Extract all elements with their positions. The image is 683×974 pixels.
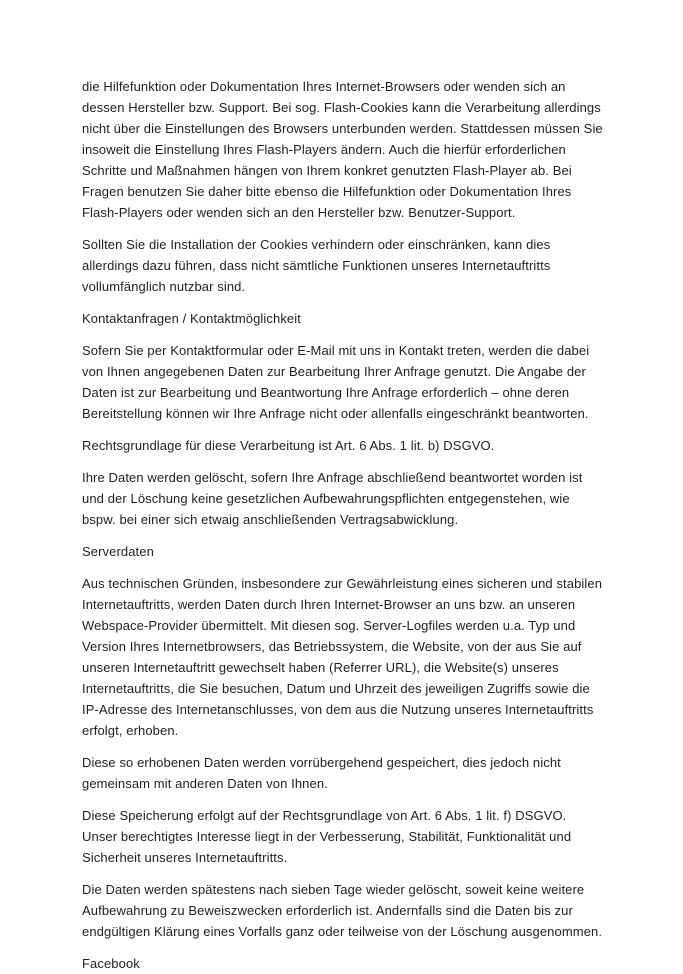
paragraph-rechtsgrundlage-f: Diese Speicherung erfolgt auf der Rechtsgrundlage von Art. 6 Abs. 1 lit. f) DSGVO. Unser berechtigtes Interesse liegt in der Verbesserung, Stabilität, Funktionalität und Sicherheit unseres Internetauftritts. (82, 808, 572, 865)
section-heading-facebook: Facebook (82, 956, 140, 971)
paragraph-server-logfiles: Aus technischen Gründen, insbesondere zur Gewährleistung eines sicheren und stabilen Internetauftritts, werden Daten durch Ihren Internet-Browser an uns bzw. an unseren Webspace-Provider übermittelt. Mit diesen sog. Server-Logfiles werden u.a. Typ und Version Ihres Internetbrowsers, das Betriebssystem, die Website, von der aus Sie auf unseren Internetauftritt gewechselt haben (Referrer URL), die Website(s) unseres Internetauftritts, die Sie besuchen, Datum und Uhrzeit des jeweiligen Zugriffs sowie die IP-Adresse des Internetanschlusses, von dem aus die Nutzung unseres Internetauftritts erfolgt, erhoben. (82, 576, 603, 738)
paragraph-kontaktformular: Sofern Sie per Kontaktformular oder E-Mail mit uns in Kontakt treten, werden die dabei von Ihnen angegebenen Daten zur Bearbeitung Ihrer Anfrage genutzt. Die Angabe der Daten ist zur Bearbeitung und Beantwortung Ihre Anfrage erforderlich – ohne deren Bereitstellung können wir Ihre Anfrage nicht oder allenfalls eingeschränkt beantworten. (82, 343, 590, 421)
paragraph-voruebergehende-speicherung: Diese so erhobenen Daten werden vorrübergehend gespeichert, dies jedoch nicht gemeinsam mit anderen Daten von Ihnen. (82, 755, 561, 791)
paragraph-loeschung-sieben-tage: Die Daten werden spätestens nach sieben Tage wieder gelöscht, soweit keine weitere Aufbewahrung zu Beweiszwecken erforderlich ist. Andernfalls sind die Daten bis zur endgültigen Klärung eines Vorfalls ganz oder teilweise von der Löschung ausgenommen. (82, 882, 603, 939)
paragraph-rechtsgrundlage-b: Rechtsgrundlage für diese Verarbeitung ist Art. 6 Abs. 1 lit. b) DSGVO. (82, 438, 495, 453)
document-body (82, 76, 605, 974)
paragraph-flash-cookies: die Hilfefunktion oder Dokumentation Ihres Internet-Browsers oder wenden sich an dessen Hersteller bzw. Support. Bei sog. Flash-Cookies kann die Verarbeitung allerdings nicht über die Einstellungen des Browsers unterbunden werden. Stattdessen müssen Sie insoweit die Einstellung Ihres Flash-Players ändern. Auch die hierfür erforderlichen Schritte und Maßnahmen hängen von Ihrem konkret genutzten Flash-Player ab. Bei Fragen benutzen Sie daher bitte ebenso die Hilfefunktion oder Dokumentation Ihres Flash-Players oder wenden sich an den Hersteller bzw. Benutzer-Support. (82, 79, 603, 220)
section-heading-serverdaten: Serverdaten (82, 544, 154, 559)
section-heading-kontaktanfragen: Kontaktanfragen / Kontaktmöglichkeit (82, 311, 301, 326)
paragraph-loeschung-anfrage: Ihre Daten werden gelöscht, sofern Ihre Anfrage abschließend beantwortet worden ist und der Löschung keine gesetzlichen Aufbewahrungspflichten entgegenstehen, wie bspw. bei einer sich etwaig anschließenden Vertragsabwicklung. (82, 470, 583, 527)
paragraph-cookie-restriction: Sollten Sie die Installation der Cookies verhindern oder einschränken, kann dies allerdings dazu führen, dass nicht sämtliche Funktionen unseres Internetauftritts vollumfänglich nutzbar sind. (82, 237, 551, 294)
